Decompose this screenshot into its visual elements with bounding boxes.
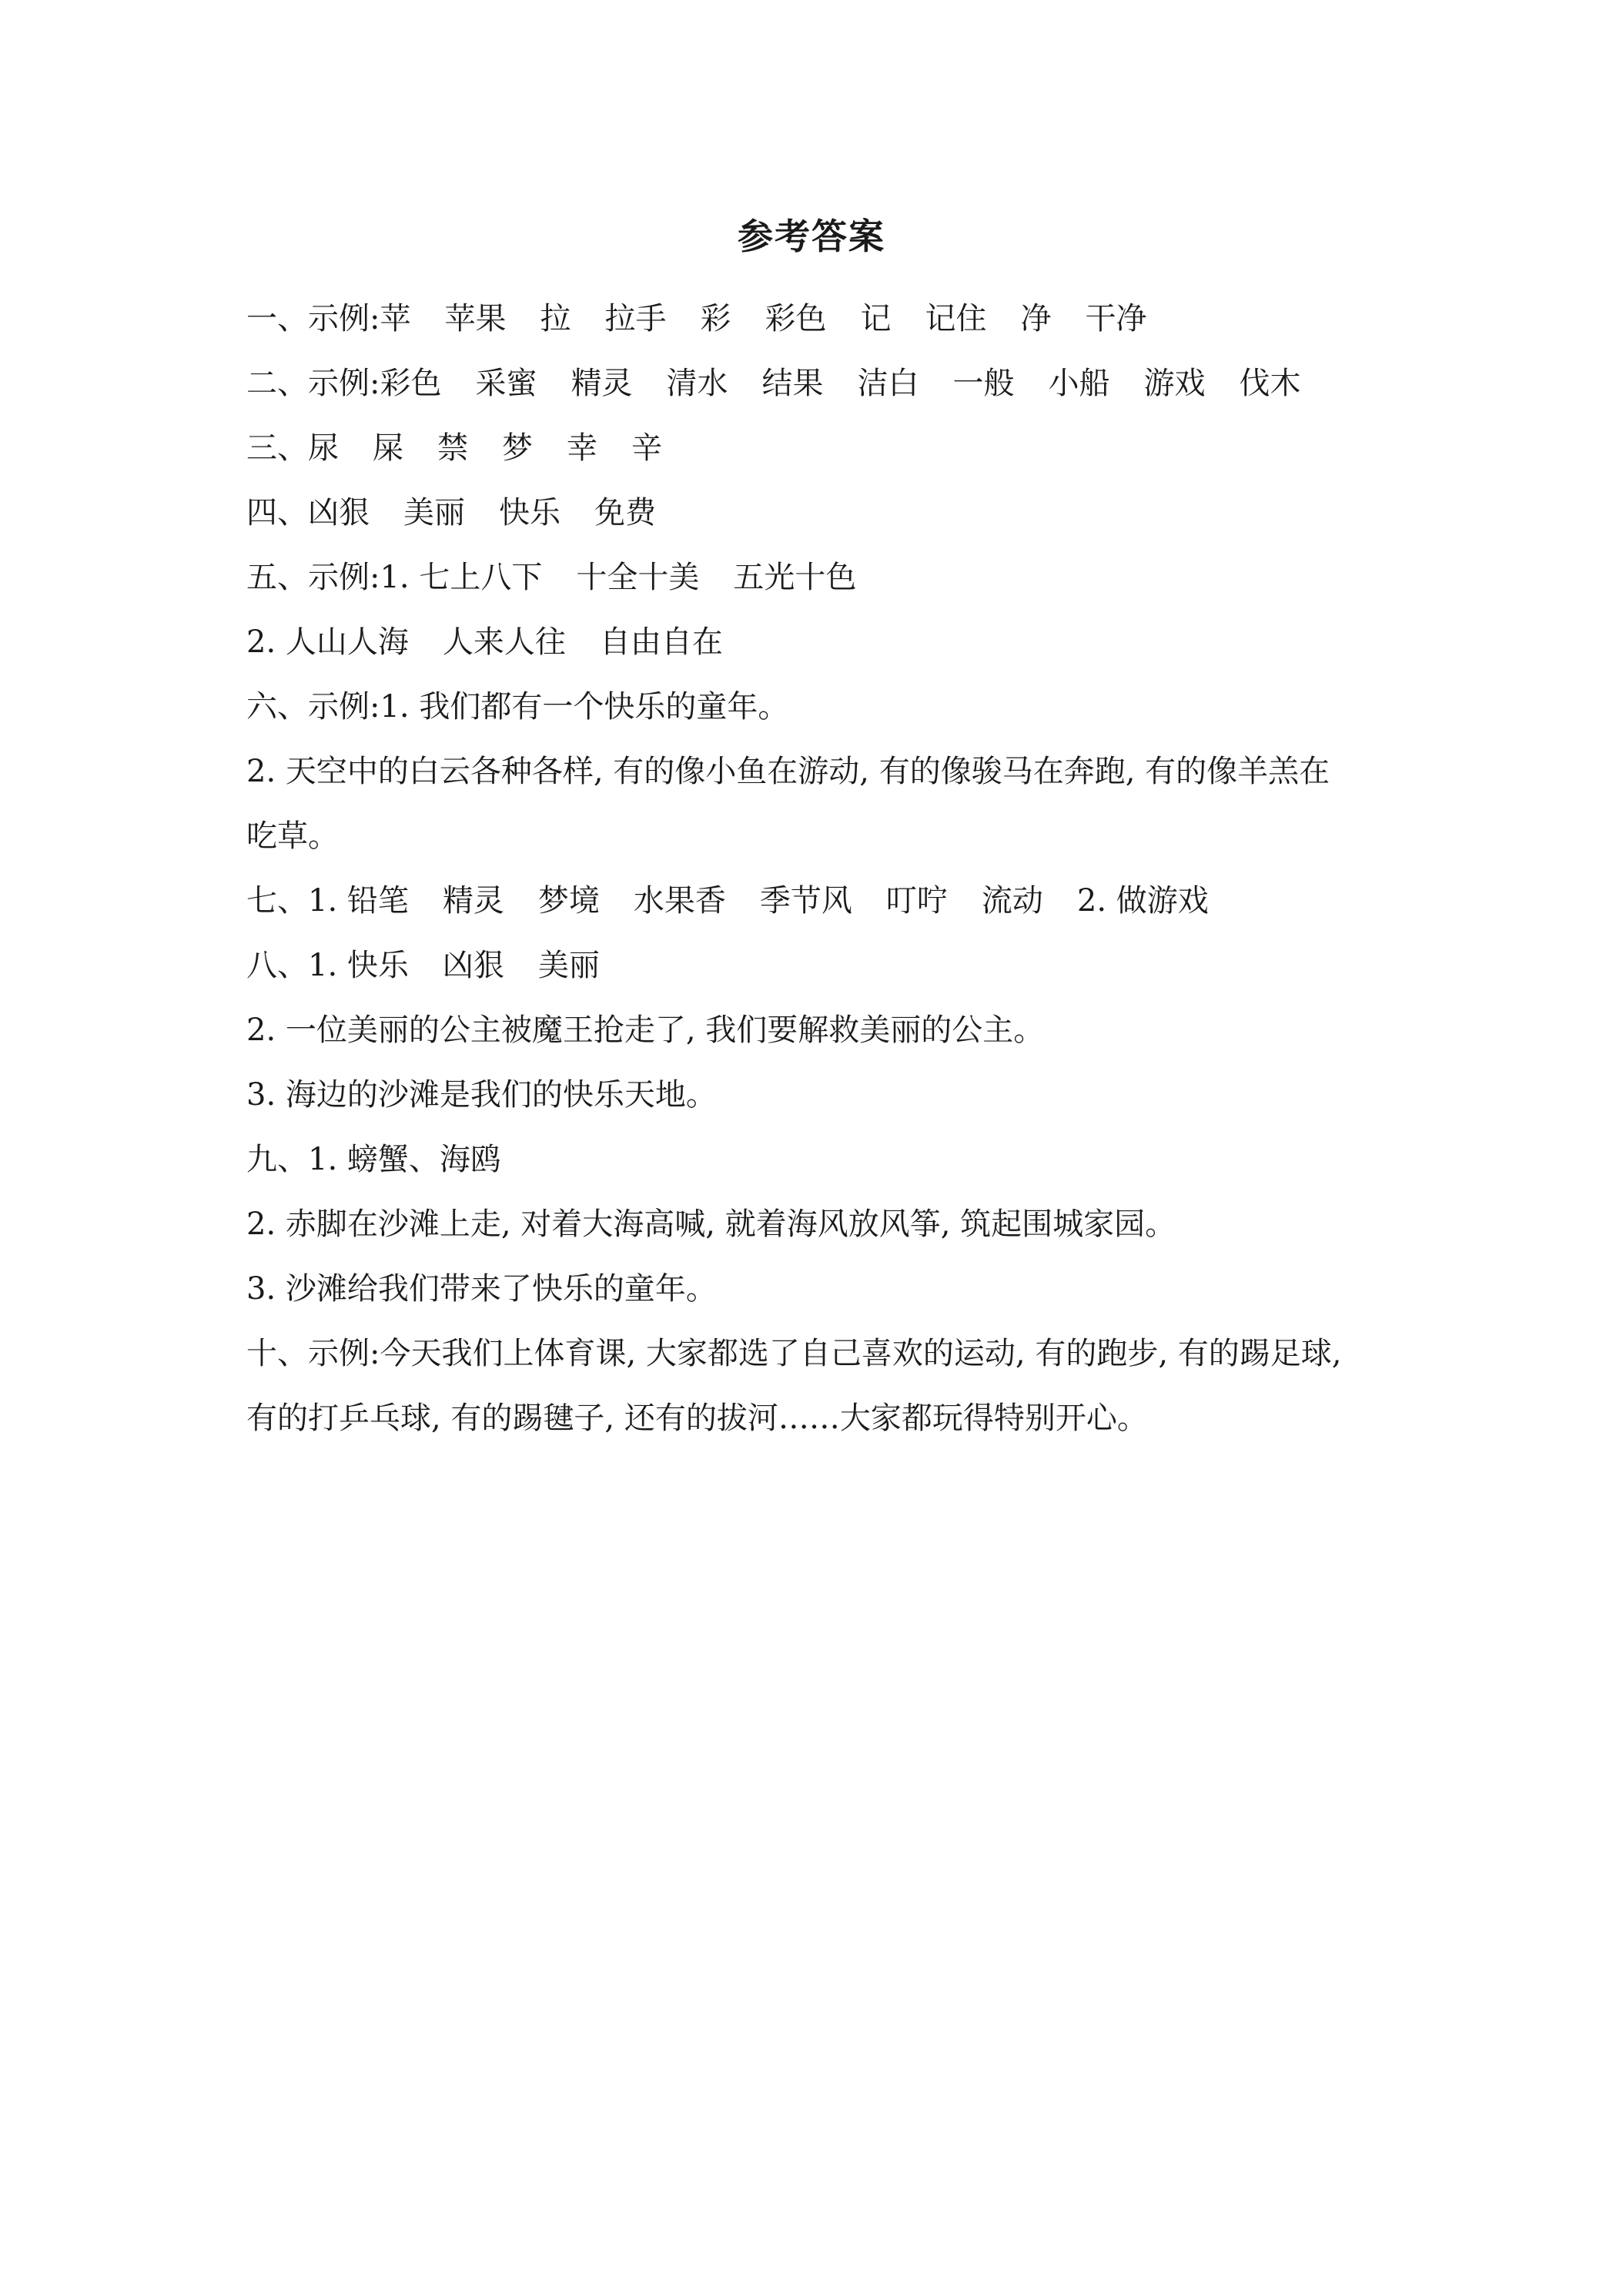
answer-line (246, 610, 1401, 674)
answer-segment: 美丽 (403, 495, 465, 530)
answer-segment: 叮咛 (885, 883, 948, 919)
answer-segment: 凶狠 (442, 948, 504, 983)
answer-segment: 伐木 (1239, 366, 1301, 401)
answer-line (246, 1127, 1401, 1192)
answer-segment: 记 (860, 301, 892, 336)
answer-line (246, 739, 1401, 804)
answer-segment: 彩色 (765, 301, 827, 336)
answer-line (246, 1257, 1401, 1321)
answer-list (246, 286, 1401, 1451)
answer-line (246, 998, 1401, 1063)
answer-segment: 屎 (373, 430, 403, 466)
answer-segment: 季节风 (759, 883, 852, 919)
answer-segment: 一般 (952, 366, 1015, 401)
answer-segment: 采蜜 (475, 366, 537, 401)
answer-line (246, 869, 1401, 933)
answer-line (246, 933, 1401, 998)
answer-segment: 八、1. 快乐 (246, 948, 409, 983)
answer-segment: 二、示例:彩色 (246, 366, 442, 401)
answer-segment: 干净 (1085, 301, 1147, 336)
answer-segment: 有的打乒乓球, 有的踢毽子, 还有的拔河……大家都玩得特别开心。 (246, 1401, 1148, 1436)
answer-segment: 水果香 (633, 883, 726, 919)
answer-line (246, 674, 1401, 739)
answer-line (246, 351, 1401, 416)
answer-segment: 吃草。 (246, 818, 339, 854)
answer-segment: 梦 (502, 430, 533, 466)
answer-segment: 记住 (925, 301, 987, 336)
answer-segment: 九、1. 螃蟹、海鸥 (246, 1142, 501, 1177)
answer-segment: 2. 赤脚在沙滩上走, 对着大海高喊, 就着海风放风筝, 筑起围城家园。 (246, 1207, 1176, 1242)
answer-segment: 3. 海边的沙滩是我们的快乐天地。 (246, 1077, 717, 1113)
answer-segment: 六、示例:1. 我们都有一个快乐的童年。 (246, 689, 789, 725)
answer-segment: 洁白 (857, 366, 919, 401)
answer-segment: 自由自在 (599, 624, 723, 660)
answer-segment: 七、1. 铅笔 (246, 883, 409, 919)
answer-segment: 幸 (567, 430, 597, 466)
answer-segment: 2. 做游戏 (1076, 883, 1209, 919)
answer-segment: 美丽 (537, 948, 600, 983)
answer-segment: 禁 (437, 430, 468, 466)
answer-segment: 一、示例:苹 (246, 301, 411, 336)
answer-line (246, 804, 1401, 869)
answer-segment: 结果 (761, 366, 824, 401)
answer-segment: 快乐 (499, 495, 561, 530)
answer-segment: 3. 沙滩给我们带来了快乐的童年。 (246, 1271, 717, 1307)
answer-line (246, 286, 1401, 351)
answer-segment: 精灵 (571, 366, 633, 401)
answer-line (246, 1192, 1401, 1257)
answer-line (246, 416, 1401, 480)
answer-segment: 四、凶狠 (246, 495, 370, 530)
answer-line (246, 545, 1401, 610)
answer-segment: 净 (1020, 301, 1052, 336)
answer-segment: 彩 (700, 301, 731, 336)
answer-line (246, 1386, 1401, 1451)
answer-segment: 小船 (1048, 366, 1110, 401)
answer-segment: 拉手 (604, 301, 667, 336)
answer-segment: 十全十美 (576, 560, 700, 595)
answer-segment: 免费 (594, 495, 656, 530)
answer-segment: 五光十色 (733, 560, 857, 595)
answer-segment: 五、示例:1. 七上八下 (246, 560, 543, 595)
answer-line (246, 1321, 1401, 1386)
answer-segment: 游戏 (1143, 366, 1206, 401)
answer-segment: 梦境 (537, 883, 600, 919)
answer-segment: 2. 天空中的白云各种各样, 有的像小鱼在游动, 有的像骏马在奔跑, 有的像羊羔在 (246, 754, 1330, 789)
answer-line (246, 480, 1401, 545)
answer-line (246, 1063, 1401, 1127)
answer-segment: 拉 (540, 301, 571, 336)
answer-segment: 三、尿 (246, 430, 339, 466)
answer-segment: 精灵 (442, 883, 504, 919)
answer-segment: 清水 (666, 366, 728, 401)
answer-segment: 苹果 (444, 301, 507, 336)
page-title: 参考答案 (738, 216, 885, 257)
answer-segment: 2. 人山人海 (246, 624, 409, 660)
answer-segment: 辛 (631, 430, 662, 466)
answer-segment: 人来人往 (442, 624, 566, 660)
answer-segment: 流动 (981, 883, 1043, 919)
answer-segment: 2. 一位美丽的公主被魔王抢走了, 我们要解救美丽的公主。 (246, 1012, 1045, 1048)
answer-segment: 十、示例:今天我们上体育课, 大家都选了自己喜欢的运动, 有的跑步, 有的踢足球, (246, 1336, 1342, 1371)
